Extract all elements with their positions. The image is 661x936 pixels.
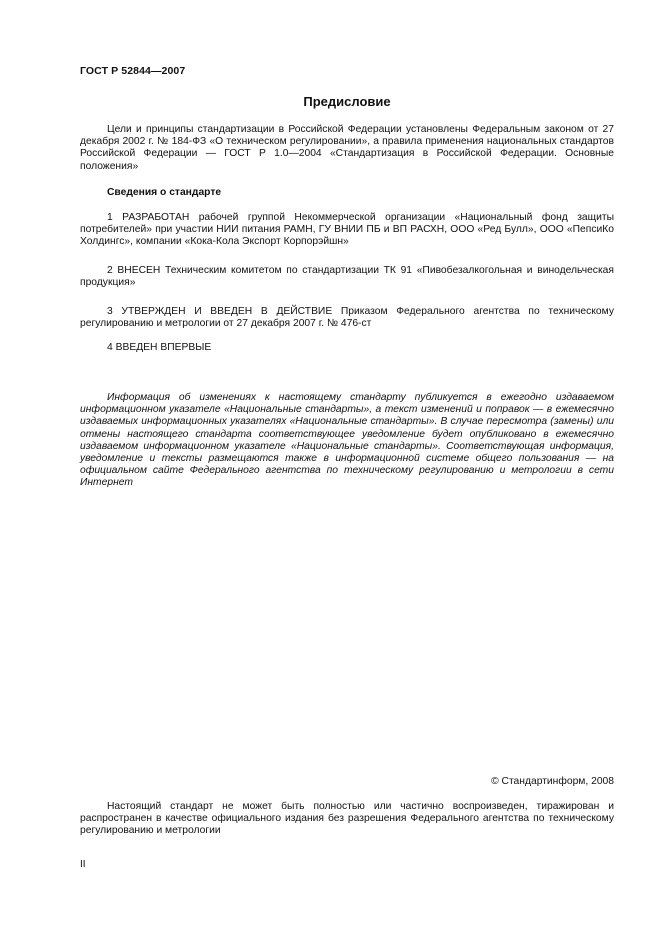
document-header: ГОСТ Р 52844—2007 <box>80 65 186 77</box>
page-number: II <box>80 859 86 870</box>
standard-item-2: 2 ВНЕСЕН Техническим комитетом по стандартизации ТК 91 «Пивобезалкогольная и винодельческая продукция» <box>80 265 614 289</box>
copyright-notice: © Стандартинформ, 2008 <box>491 776 614 787</box>
standard-item-3: 3 УТВЕРЖДЕН И ВВЕДЕН В ДЕЙСТВИЕ Приказом Федерального агентства по техническому регулированию и метрологии от 27 декабря 2007 г. № 476-ст <box>80 306 614 330</box>
changes-info-paragraph: Информация об изменениях к настоящему стандарту публикуется в ежегодно издаваемом информационном указателе «Национальные стандарты», а текст изменений и поправок — в ежемесячно издаваемых информационных указателях «Национальные стандарты». В случае пересмотра (замены) или отмены настоящего стандарта соответствующее уведомление будет опубликовано в ежемесячно издаваемом информационном указателе «Национальные стандарты». Соответствующая информация, уведомление и тексты размещаются также в информационной системе общего пользования — на официальном сайте Федерального агентства по техническому регулированию и метрологии в сети Интернет <box>80 392 614 489</box>
standard-info-heading: Сведения о стандарте <box>107 187 222 198</box>
intro-paragraph: Цели и принципы стандартизации в Российской Федерации установлены Федеральным законом от 27 декабря 2002 г. № 184-ФЗ «О техническом регулировании», а правила применения национальных стандартов Российской Федерации — ГОСТ Р 1.0—2004 «Стандартизация в Российской Федерации. Основные положения» <box>80 124 614 172</box>
standard-item-4: 4 ВВЕДЕН ВПЕРВЫЕ <box>107 342 212 353</box>
reproduction-notice: Настоящий стандарт не может быть полностью или частично воспроизведен, тиражирован и распространен в качестве официального издания без разрешения Федерального агентства по техническому регулированию и метрологии <box>80 801 614 837</box>
page-title: Предисловие <box>303 94 391 109</box>
standard-item-1: 1 РАЗРАБОТАН рабочей группой Некоммерческой организации «Национальный фонд защиты потребителей» при участии НИИ питания РАМН, ГУ ВНИИ ПБ и ВП РАСХН, ООО «Ред Булл», ООО «ПепсиКо Холдингс», компании «Кока-Кола Экспорт Корпорэйшн» <box>80 212 614 248</box>
